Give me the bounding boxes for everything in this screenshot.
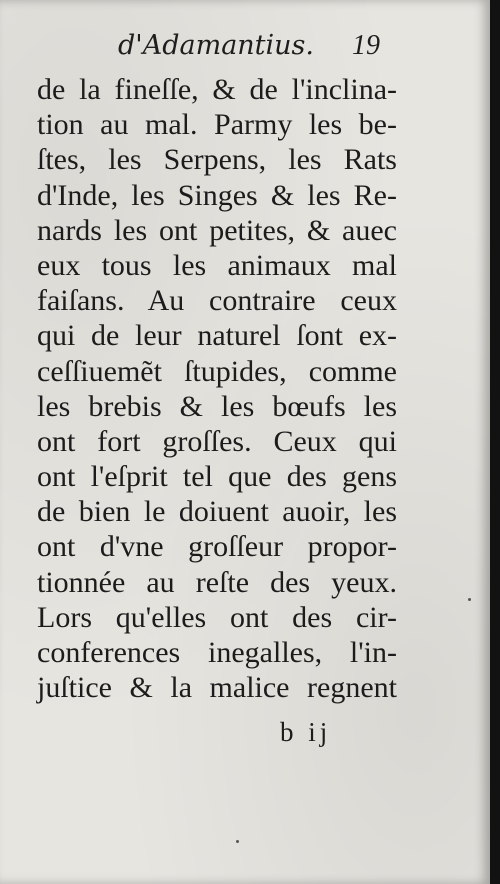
text-line: tionnée au reſte des yeux. xyxy=(37,565,397,599)
page-number: 19 xyxy=(352,30,380,61)
book-spine-edge xyxy=(490,0,500,884)
running-title: d'Adamantius. xyxy=(118,30,314,61)
text-line: de la fineſſe, & de l'inclina- xyxy=(37,73,397,106)
paper-speck xyxy=(236,840,239,843)
text-line: ont fort groſſes. Ceux qui xyxy=(37,424,397,458)
paper-speck xyxy=(468,598,471,601)
page-header xyxy=(0,26,490,70)
text-line: Lors qu'elles ont des cir- xyxy=(37,600,397,634)
text-line: d'Inde, les Singes & les Re- xyxy=(37,178,397,212)
text-line: ſtes, les Serpens, les Rats xyxy=(37,143,397,177)
text-line: nards les ont petites, & auec xyxy=(37,213,397,247)
text-line: faiſans. Au contraire ceux xyxy=(37,284,397,318)
text-line: tion au mal. Parmy les be- xyxy=(37,108,397,142)
text-line: ceſſiuemẽt ſtupides, comme xyxy=(37,354,397,388)
signature-mark: b ij xyxy=(280,717,332,747)
text-line: juſtice & la malice regnent xyxy=(37,671,397,705)
text-line: conferences inegalles, l'in- xyxy=(37,636,397,669)
text-line: eux tous les animaux mal xyxy=(37,248,397,282)
text-line: qui de leur naturel ſont ex- xyxy=(37,319,397,353)
body-text xyxy=(37,72,397,705)
text-line: ont l'eſprit tel que des gens xyxy=(37,460,397,494)
text-line: de bien le doiuent auoir, les xyxy=(37,495,397,529)
text-line: les brebis & les bœufs les xyxy=(37,389,397,423)
text-line: ont d'vne groſſeur propor- xyxy=(37,530,397,564)
